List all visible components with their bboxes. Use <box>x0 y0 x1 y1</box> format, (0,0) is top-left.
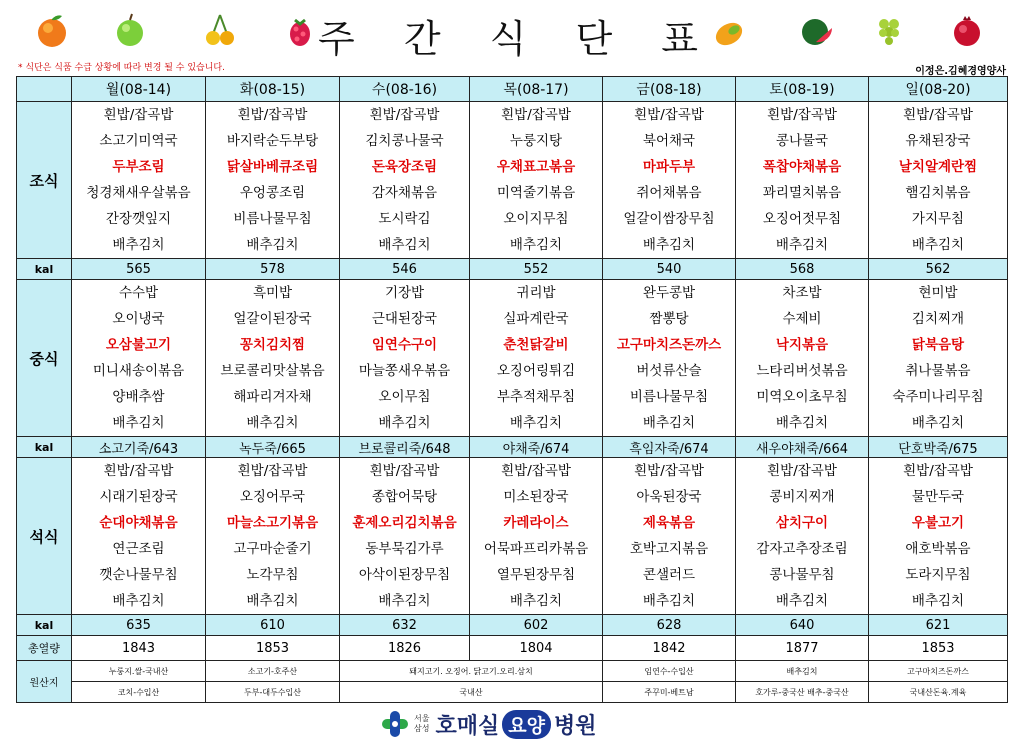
menu-item: 도라지무침 <box>905 567 971 583</box>
dinner-kal-6: 621 <box>869 615 1008 636</box>
breakfast-kal-1: 578 <box>206 259 340 280</box>
pomegranate-icon <box>950 12 984 48</box>
lunch-kal-6: 단호박죽/675 <box>869 437 1008 458</box>
menu-item: 김치찌개 <box>911 311 965 327</box>
menu-item: 비름나물무침 <box>629 389 709 405</box>
lunch-row <box>17 280 1008 437</box>
kal-label: kal <box>17 615 72 636</box>
menu-item: 소고기미역국 <box>99 133 178 149</box>
menu-item: 가지무침 <box>911 211 965 227</box>
origin-2-1: 두부-대두수입산 <box>206 682 340 703</box>
menu-item: 흰밥/잡곡밥 <box>767 463 837 479</box>
hospital-cross-icon <box>380 709 410 739</box>
breakfast-kal-4: 540 <box>603 259 736 280</box>
mango-icon <box>712 12 746 48</box>
breakfast-kal-6: 562 <box>869 259 1008 280</box>
menu-item: 흰밥/잡곡밥 <box>237 107 308 123</box>
dinner-kal-row <box>17 615 1008 636</box>
origin-1-4: 배추김치 <box>736 661 869 682</box>
menu-item: 배추김치 <box>911 415 965 431</box>
menu-item: 햄김치볶음 <box>905 185 971 201</box>
menu-item: 흰밥/잡곡밥 <box>634 463 704 479</box>
origin-label: 원산지 <box>17 661 72 703</box>
menu-item: 순대야채볶음 <box>99 515 178 531</box>
day-header-row <box>17 77 1008 102</box>
menu-item: 노각무침 <box>246 567 299 583</box>
menu-item: 김치콩나물국 <box>365 133 444 149</box>
menu-item: 종합어묵탕 <box>371 489 438 505</box>
origin-2-5: 국내산돈육.계육 <box>869 682 1008 703</box>
dinner-kal-4: 628 <box>603 615 736 636</box>
dinner-cell-4 <box>603 458 736 615</box>
menu-item: 브로콜리맛살볶음 <box>220 363 325 379</box>
menu-item: 돈육장조림 <box>371 159 438 175</box>
menu-item: 낙지볶음 <box>775 337 829 353</box>
menu-item: 흑미밥 <box>252 285 293 301</box>
total-1: 1853 <box>206 636 340 661</box>
menu-item: 날치알계란찜 <box>898 159 978 175</box>
menu-item: 폭찹야채볶음 <box>762 159 842 175</box>
menu-item: 우엉콩조림 <box>239 185 306 201</box>
lunch-kal-2: 브로콜리죽/648 <box>340 437 470 458</box>
menu-item: 근대된장국 <box>371 311 438 327</box>
menu-item: 애호박볶음 <box>905 541 971 557</box>
origin-row-1 <box>17 661 1008 682</box>
header <box>0 0 1020 77</box>
menu-item: 깻순나물무침 <box>99 567 178 583</box>
breakfast-cell-5 <box>736 102 869 259</box>
total-4: 1842 <box>603 636 736 661</box>
menu-item: 흰밥/잡곡밥 <box>103 107 174 123</box>
lunch-cell-4 <box>603 280 736 437</box>
dinner-row <box>17 458 1008 615</box>
menu-item: 배추김치 <box>112 415 165 431</box>
menu-item: 흰밥/잡곡밥 <box>237 463 308 479</box>
menu-item: 동부묵김가루 <box>365 541 444 557</box>
menu-item: 아삭이된장무침 <box>358 567 451 583</box>
menu-item: 배추김치 <box>775 593 829 609</box>
menu-item: 현미밥 <box>918 285 958 301</box>
menu-item: 닭북음탕 <box>911 337 965 353</box>
hospital-logo <box>380 706 596 742</box>
menu-item: 배추김치 <box>246 237 299 253</box>
menu-item: 배추김치 <box>246 415 299 431</box>
breakfast-cell-6 <box>869 102 1008 259</box>
menu-item: 오징어젓무침 <box>762 211 842 227</box>
peach-icon <box>35 12 69 48</box>
total-6: 1853 <box>869 636 1008 661</box>
total-5: 1877 <box>736 636 869 661</box>
menu-item: 제육볶음 <box>642 515 696 531</box>
lunch-cell-6 <box>869 280 1008 437</box>
weekly-menu-table <box>16 76 1008 703</box>
menu-item: 콘샐러드 <box>642 567 696 583</box>
total-3: 1804 <box>470 636 603 661</box>
dinner-kal-3: 602 <box>470 615 603 636</box>
menu-item: 감자고추장조림 <box>756 541 848 557</box>
menu-item: 오징어무국 <box>239 489 306 505</box>
origin-2-4: 호가루-중국산 배추-중국산 <box>736 682 869 703</box>
menu-item: 흰밥/잡곡밥 <box>634 107 704 123</box>
menu-item: 배추김치 <box>378 415 431 431</box>
menu-item: 배추김치 <box>642 415 696 431</box>
lunch-cell-5 <box>736 280 869 437</box>
breakfast-cell-2 <box>340 102 470 259</box>
grape-icon <box>873 12 907 48</box>
menu-item: 수수밥 <box>118 285 159 301</box>
author-text: 이정은.김혜경영양사 <box>915 66 1006 77</box>
menu-item: 실파계란국 <box>503 311 569 327</box>
origin-2-3: 주꾸미-베트남 <box>603 682 736 703</box>
menu-item: 우채표고볶음 <box>496 159 576 175</box>
breakfast-kal-row <box>17 259 1008 280</box>
lunch-kal-3: 야채죽/674 <box>470 437 603 458</box>
menu-item: 흰밥/잡곡밥 <box>903 107 973 123</box>
day-header-3: 목(08-17) <box>470 77 603 102</box>
breakfast-kal-0: 565 <box>72 259 206 280</box>
menu-item: 양배추쌈 <box>112 389 165 405</box>
menu-item: 닭살바베큐조림 <box>226 159 319 175</box>
origin-2-0: 코치-수입산 <box>72 682 206 703</box>
menu-item: 기장밥 <box>384 285 425 301</box>
dinner-cell-2 <box>340 458 470 615</box>
menu-item: 배추김치 <box>509 237 563 253</box>
breakfast-kal-2: 546 <box>340 259 470 280</box>
breakfast-cell-0 <box>72 102 206 259</box>
menu-item: 오삼불고기 <box>105 337 172 353</box>
menu-item: 미니새송이볶음 <box>92 363 185 379</box>
menu-item: 배추김치 <box>642 593 696 609</box>
menu-item: 오이냉국 <box>112 311 165 327</box>
menu-item: 꽁치김치찜 <box>239 337 306 353</box>
dinner-cell-1 <box>206 458 340 615</box>
menu-item: 미역줄기볶음 <box>496 185 576 201</box>
lunch-kal-row <box>17 437 1008 458</box>
lunch-cell-2 <box>340 280 470 437</box>
lunch-cell-1 <box>206 280 340 437</box>
menu-item: 시래기된장국 <box>99 489 178 505</box>
menu-item: 삼치구이 <box>775 515 829 531</box>
lunch-kal-5: 새우야채죽/664 <box>736 437 869 458</box>
dinner-kal-0: 635 <box>72 615 206 636</box>
menu-item: 청경채새우살볶음 <box>86 185 191 201</box>
menu-item: 미역오이초무침 <box>756 389 848 405</box>
menu-item: 아욱된장국 <box>636 489 702 505</box>
origin-1-2: 돼지고기. 오징어. 닭고기.오리.삼치 <box>340 661 603 682</box>
day-header-5: 토(08-19) <box>736 77 869 102</box>
menu-item: 차조밥 <box>782 285 822 301</box>
day-header-0: 월(08-14) <box>72 77 206 102</box>
menu-item: 해파리겨자채 <box>233 389 312 405</box>
total-label: 총열량 <box>17 636 72 661</box>
lunch-label: 중식 <box>17 280 72 437</box>
apple-icon <box>113 12 147 48</box>
origin-1-0: 누룽지.쌀-국내산 <box>72 661 206 682</box>
menu-item: 고구마순줄기 <box>233 541 312 557</box>
menu-item: 흰밥/잡곡밥 <box>501 107 571 123</box>
origin-1-1: 소고기-호주산 <box>206 661 340 682</box>
dinner-kal-5: 640 <box>736 615 869 636</box>
day-header-1: 화(08-15) <box>206 77 340 102</box>
menu-item: 카레라이스 <box>503 515 569 531</box>
menu-item: 감자채볶음 <box>371 185 438 201</box>
menu-item: 배추김치 <box>378 593 431 609</box>
menu-item: 고구마치즈돈까스 <box>616 337 722 353</box>
menu-item: 버섯류산슬 <box>636 363 702 379</box>
total-2: 1826 <box>340 636 470 661</box>
menu-item: 숙주미나리무침 <box>892 389 984 405</box>
menu-item: 수제비 <box>782 311 822 327</box>
menu-item: 물만두국 <box>911 489 965 505</box>
kal-label: kal <box>17 259 72 280</box>
menu-item: 북어채국 <box>642 133 696 149</box>
dinner-label: 석식 <box>17 458 72 615</box>
menu-item: 누룽지탕 <box>509 133 563 149</box>
menu-item: 배추김치 <box>509 593 563 609</box>
menu-item: 완두콩밥 <box>642 285 696 301</box>
lunch-kal-0: 소고기죽/643 <box>72 437 206 458</box>
watermelon-icon <box>800 12 834 48</box>
menu-item: 연근조림 <box>112 541 165 557</box>
dinner-kal-2: 632 <box>340 615 470 636</box>
total-0: 1843 <box>72 636 206 661</box>
menu-item: 배추김치 <box>911 593 965 609</box>
menu-item: 흰밥/잡곡밥 <box>501 463 571 479</box>
page-title: 주 간 식 단 표 <box>318 17 698 61</box>
notice-text: * 식단은 식품 수급 상황에 따라 변경 될 수 있습니다. <box>18 63 225 73</box>
menu-item: 오이지무침 <box>503 211 569 227</box>
menu-item: 마늘소고기볶음 <box>226 515 319 531</box>
menu-item: 배추김치 <box>775 415 829 431</box>
origin-1-3: 임연수-수입산 <box>603 661 736 682</box>
breakfast-cell-4 <box>603 102 736 259</box>
menu-item: 흰밥/잡곡밥 <box>369 107 440 123</box>
menu-item: 훈제오리김치볶음 <box>352 515 457 531</box>
origin-1-5: 고구마치즈돈까스 <box>869 661 1008 682</box>
menu-item: 귀리밥 <box>516 285 556 301</box>
menu-item: 배추김치 <box>642 237 696 253</box>
menu-item: 우불고기 <box>911 515 965 531</box>
menu-item: 콩나물국 <box>775 133 829 149</box>
logo-small-text: 서울 삼성 <box>414 714 430 733</box>
origin-2-2: 국내산 <box>340 682 603 703</box>
menu-item: 두부조림 <box>112 159 165 175</box>
dinner-cell-3 <box>470 458 603 615</box>
menu-item: 느타리버섯볶음 <box>756 363 848 379</box>
day-header-6: 일(08-20) <box>869 77 1008 102</box>
origin-row-2 <box>17 682 1008 703</box>
hospital-name: 호매실 요양 병원 <box>435 709 596 740</box>
menu-item: 흰밥/잡곡밥 <box>103 463 174 479</box>
menu-item: 꽈리멸치볶음 <box>762 185 842 201</box>
total-row <box>17 636 1008 661</box>
menu-item: 간장깻잎지 <box>105 211 172 227</box>
menu-item: 흰밥/잡곡밥 <box>369 463 440 479</box>
dinner-cell-6 <box>869 458 1008 615</box>
menu-item: 배추김치 <box>911 237 965 253</box>
menu-item: 오징어링튀김 <box>496 363 576 379</box>
menu-item: 배추김치 <box>509 415 563 431</box>
menu-item: 열무된장무침 <box>496 567 576 583</box>
menu-item: 춘천닭갈비 <box>503 337 569 353</box>
menu-item: 도시락김 <box>378 211 431 227</box>
day-header-4: 금(08-18) <box>603 77 736 102</box>
menu-item: 마늘쫑새우볶음 <box>358 363 451 379</box>
dinner-cell-5 <box>736 458 869 615</box>
menu-item: 흰밥/잡곡밥 <box>767 107 837 123</box>
lunch-cell-3 <box>470 280 603 437</box>
menu-item: 어묵파프리카볶음 <box>483 541 589 557</box>
cherry-icon <box>203 12 237 48</box>
dinner-cell-0 <box>72 458 206 615</box>
menu-item: 바지락순두부탕 <box>226 133 319 149</box>
menu-item: 쥐어채볶음 <box>636 185 702 201</box>
menu-item: 짬뽕탕 <box>649 311 689 327</box>
corner-cell <box>17 77 72 102</box>
menu-item: 얼갈이된장국 <box>233 311 312 327</box>
breakfast-label: 조식 <box>17 102 72 259</box>
lunch-kal-1: 녹두죽/665 <box>206 437 340 458</box>
menu-item: 취나물볶음 <box>905 363 971 379</box>
menu-item: 미소된장국 <box>503 489 569 505</box>
menu-item: 콩나물무침 <box>769 567 835 583</box>
breakfast-row <box>17 102 1008 259</box>
breakfast-kal-3: 552 <box>470 259 603 280</box>
menu-item: 흰밥/잡곡밥 <box>903 463 973 479</box>
breakfast-cell-1 <box>206 102 340 259</box>
dinner-kal-1: 610 <box>206 615 340 636</box>
menu-item: 부추적채무침 <box>496 389 576 405</box>
breakfast-cell-3 <box>470 102 603 259</box>
raspberry-icon <box>283 12 317 48</box>
kal-label: kal <box>17 437 72 458</box>
menu-item: 콩비지찌개 <box>769 489 835 505</box>
menu-item: 마파두부 <box>642 159 696 175</box>
lunch-cell-0 <box>72 280 206 437</box>
menu-item: 유채된장국 <box>905 133 971 149</box>
menu-item: 오이무침 <box>378 389 431 405</box>
menu-item: 비름나물무침 <box>233 211 312 227</box>
menu-item: 배추김치 <box>775 237 829 253</box>
menu-item: 임연수구이 <box>371 337 438 353</box>
breakfast-kal-5: 568 <box>736 259 869 280</box>
day-header-2: 수(08-16) <box>340 77 470 102</box>
menu-item: 얼갈이쌈장무침 <box>623 211 715 227</box>
menu-item: 배추김치 <box>378 237 431 253</box>
lunch-kal-4: 흑임자죽/674 <box>603 437 736 458</box>
menu-item: 배추김치 <box>112 593 165 609</box>
menu-item: 호박고지볶음 <box>629 541 709 557</box>
menu-item: 배추김치 <box>246 593 299 609</box>
menu-item: 배추김치 <box>112 237 165 253</box>
